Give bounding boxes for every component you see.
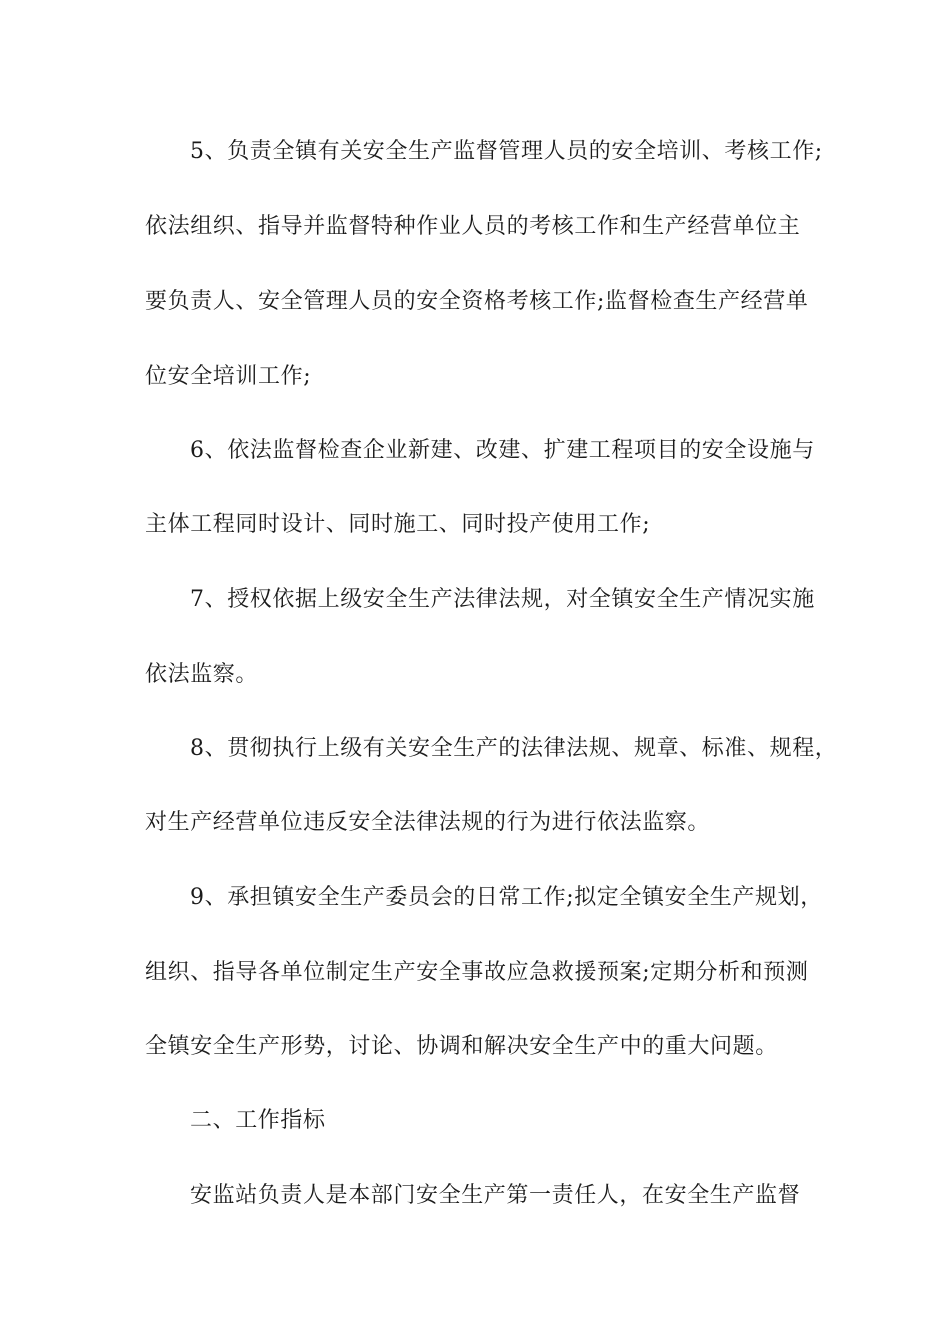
paragraph-line: 主体工程同时设计、同时施工、同时投产使用工作; <box>145 512 651 537</box>
paragraph-line: 8、贯彻执行上级有关安全生产的法律法规、规章、标准、规程， <box>190 736 838 761</box>
section-heading: 二、工作指标 <box>190 1108 326 1133</box>
paragraph-line: 依法监察。 <box>145 662 259 687</box>
paragraph-line: 全镇安全生产形势，讨论、协调和解决安全生产中的重大问题。 <box>145 1034 778 1059</box>
paragraph-line: 组织、指导各单位制定生产安全事故应急救援预案;定期分析和预测 <box>145 960 809 985</box>
paragraph-line: 依法组织、指导并监督特种作业人员的考核工作和生产经营单位主 <box>145 214 801 239</box>
paragraph-line: 5、负责全镇有关安全生产监督管理人员的安全培训、考核工作; <box>190 139 823 164</box>
paragraph-line: 要负责人、安全管理人员的安全资格考核工作;监督检查生产经营单 <box>145 289 809 314</box>
paragraph-line: 7、授权依据上级安全生产法律法规，对全镇安全生产情况实施 <box>190 587 815 612</box>
paragraph-line: 9、承担镇安全生产委员会的日常工作;拟定全镇安全生产规划， <box>190 885 823 910</box>
paragraph-line: 安监站负责人是本部门安全生产第一责任人，在安全生产监督 <box>190 1183 801 1208</box>
paragraph-line: 6、依法监督检查企业新建、改建、扩建工程项目的安全设施与 <box>190 438 815 463</box>
paragraph-line: 对生产经营单位违反安全法律法规的行为进行依法监察。 <box>145 810 711 835</box>
paragraph-line: 位安全培训工作; <box>145 364 312 389</box>
